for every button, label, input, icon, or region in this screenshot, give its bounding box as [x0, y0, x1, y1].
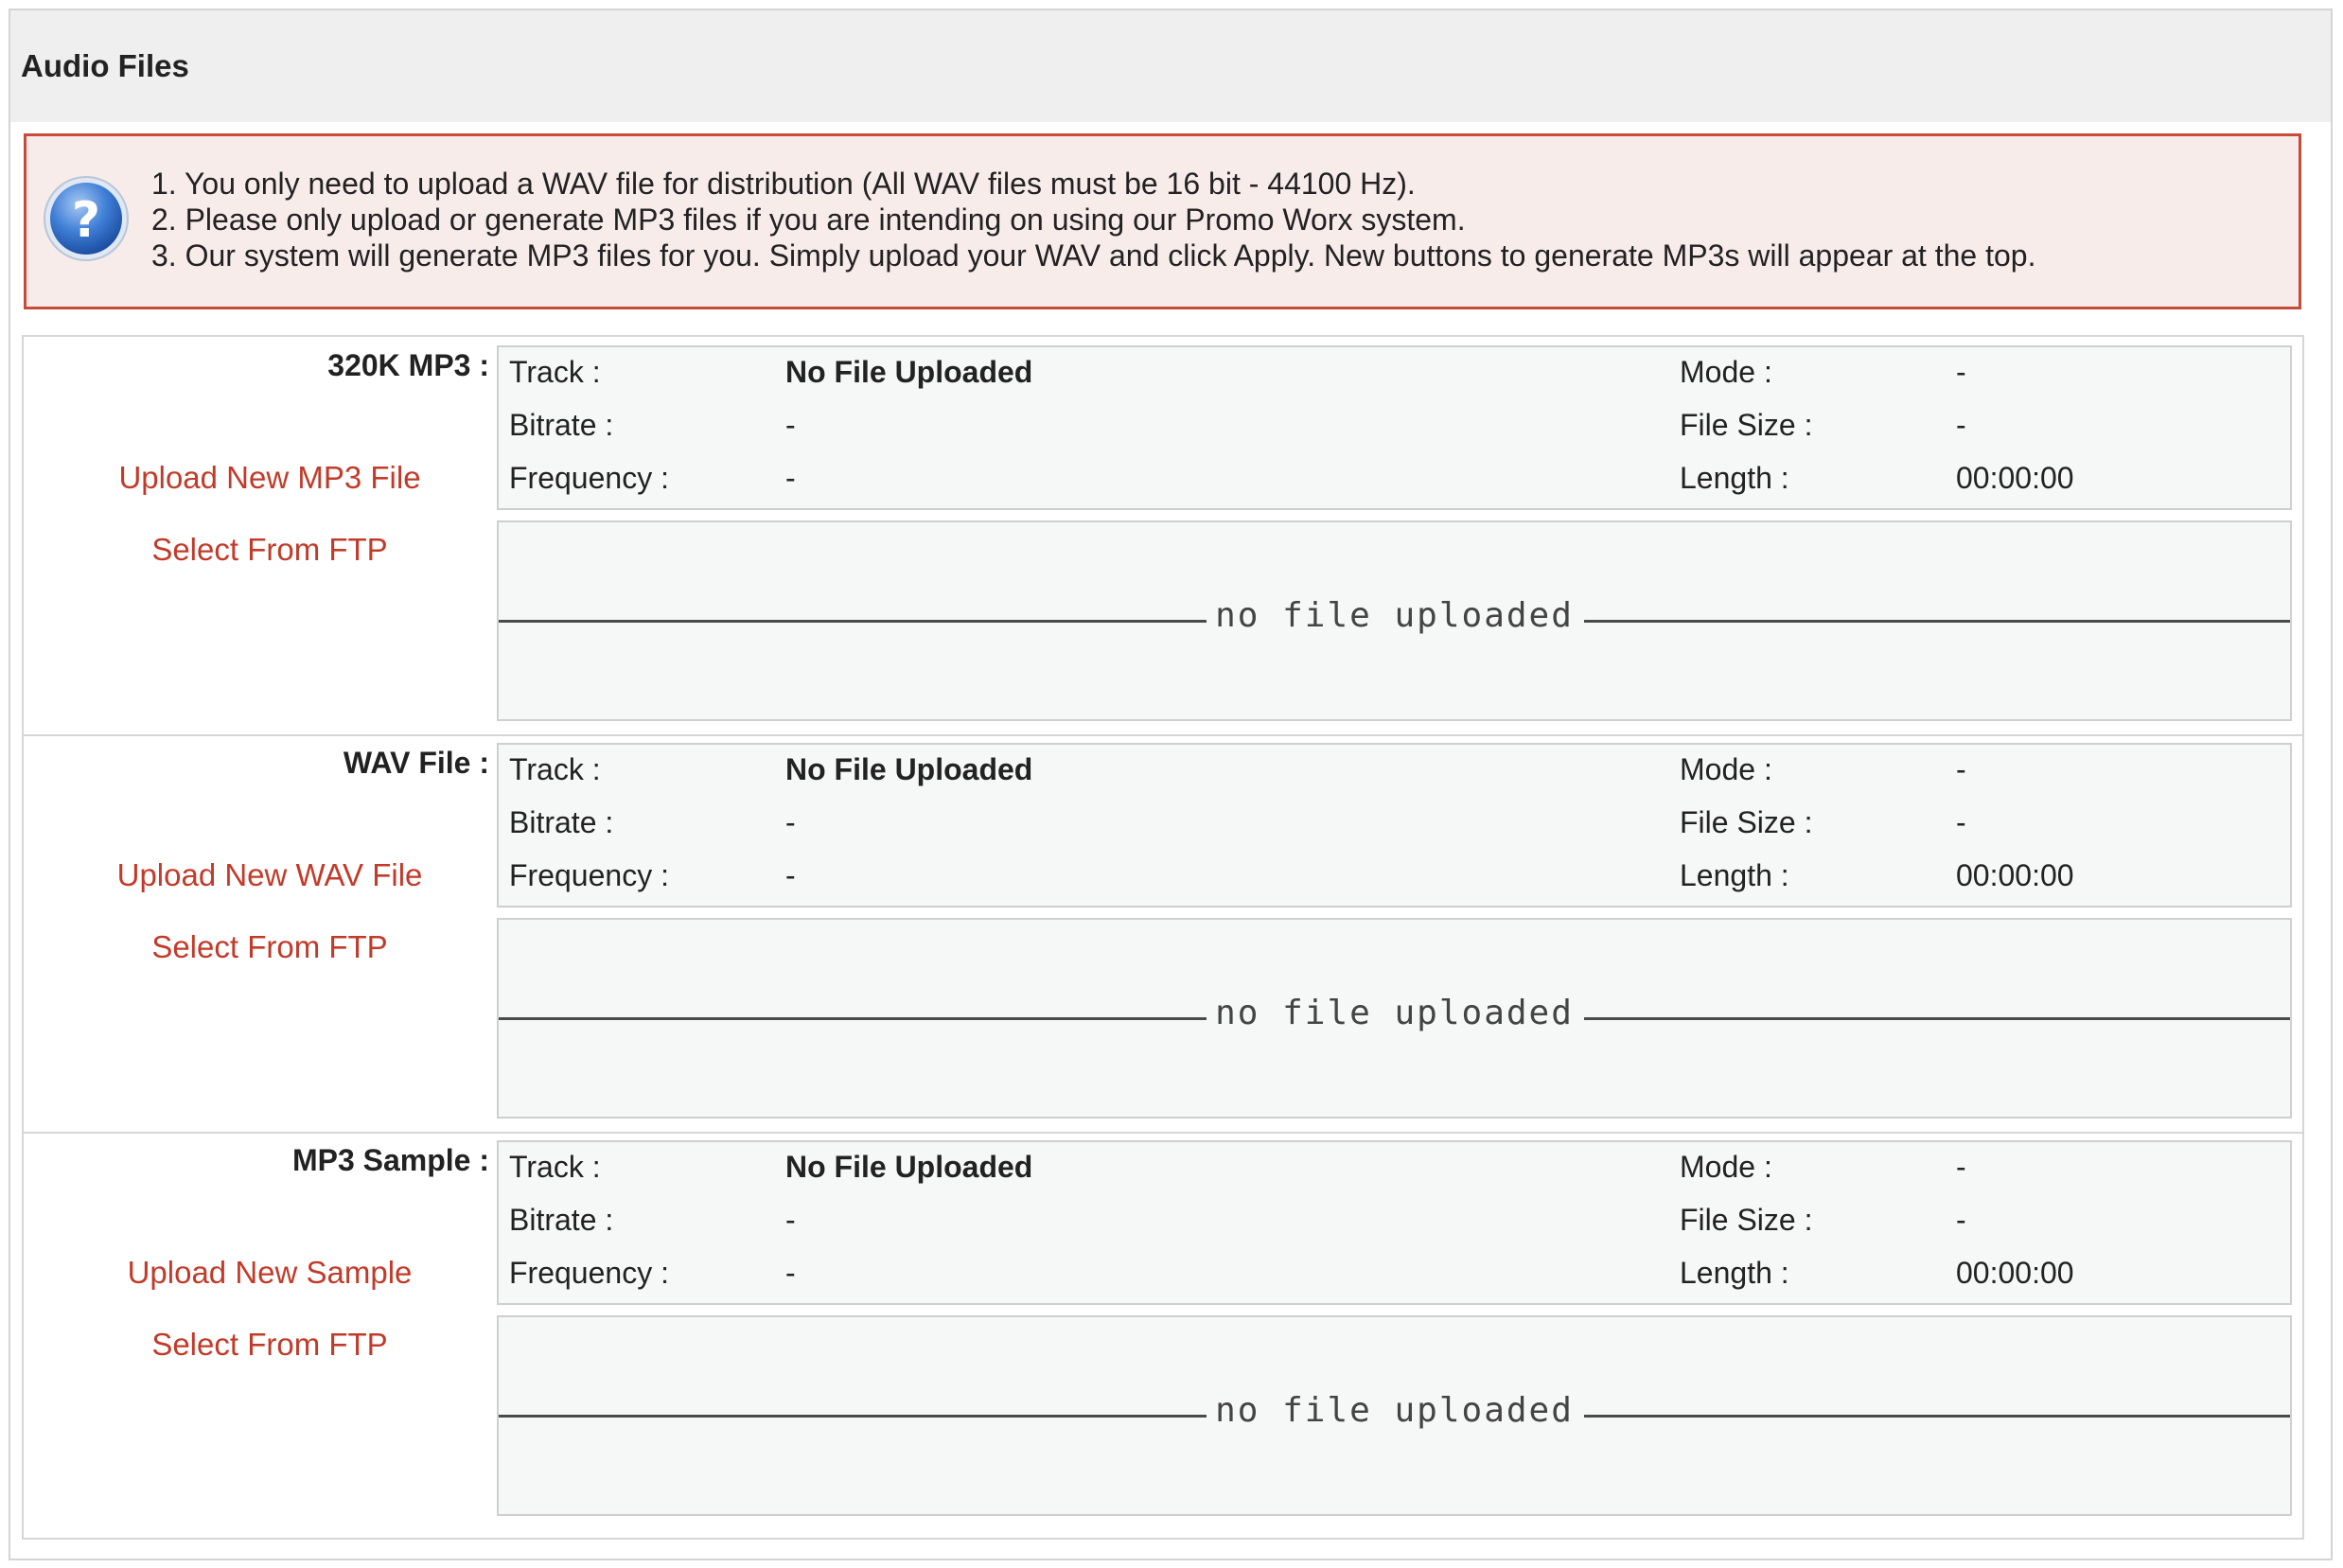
mode-label: Mode : [1680, 752, 1772, 786]
frequency-label: Frequency : [509, 858, 669, 892]
notice-list [151, 166, 2035, 273]
mode-value: - [1956, 1150, 1966, 1184]
section-320k-mp3 [24, 337, 2302, 734]
notice-line: 3. Our system will generate MP3 files for you. Simply upload your WAV and click Apply. New buttons to generate MP3s will appear at the top. [151, 238, 2036, 273]
waveform-placeholder [497, 918, 2292, 1119]
bitrate-label: Bitrate : [509, 408, 614, 442]
notice-line: 1. You only need to upload a WAV file for distribution (All WAV files must be 16 bit - 44100 Hz). [151, 167, 1416, 201]
bitrate-value: - [785, 408, 796, 442]
info-notice [24, 133, 2301, 309]
section-mp3-sample [24, 1132, 2302, 1529]
file-info-box [497, 743, 2292, 907]
track-label: Track : [509, 1150, 601, 1184]
frequency-value: - [785, 461, 796, 495]
frequency-value: - [785, 1256, 796, 1290]
waveform-text: no file uploaded [1215, 596, 1574, 635]
track-value: No File Uploaded [785, 1150, 1033, 1184]
notice-line: 2. Please only upload or generate MP3 files if you are intending on using our Promo Worx system. [151, 203, 1466, 237]
upload-sample-link[interactable]: Upload New Sample [127, 1255, 413, 1290]
waveform-line-right [1584, 620, 2290, 623]
question-icon [42, 174, 131, 263]
upload-mp3-link[interactable]: Upload New MP3 File [118, 460, 421, 495]
mode-label: Mode : [1680, 1150, 1772, 1184]
length-label: Length : [1680, 461, 1789, 495]
waveform-text: no file uploaded [1215, 994, 1574, 1032]
waveform-text: no file uploaded [1215, 1391, 1574, 1430]
file-size-value: - [1956, 1203, 1966, 1237]
svg-text:?: ? [71, 192, 101, 249]
length-label: Length : [1680, 858, 1789, 892]
file-size-value: - [1956, 408, 1966, 442]
track-value: No File Uploaded [785, 752, 1033, 786]
bitrate-label: Bitrate : [509, 805, 614, 839]
mode-value: - [1956, 752, 1966, 786]
select-from-ftp-link[interactable]: Select From FTP [151, 1327, 388, 1362]
length-value: 00:00:00 [1956, 1256, 2074, 1290]
track-value: No File Uploaded [785, 355, 1033, 389]
select-from-ftp-link[interactable]: Select From FTP [151, 532, 388, 567]
frequency-label: Frequency : [509, 1256, 669, 1290]
length-label: Length : [1680, 1256, 1789, 1290]
waveform-line-right [1584, 1017, 2290, 1020]
select-from-ftp-link[interactable]: Select From FTP [151, 929, 388, 964]
section-label: WAV File : [343, 746, 489, 780]
waveform-placeholder [497, 1315, 2292, 1516]
bitrate-label: Bitrate : [509, 1203, 614, 1237]
panel-title: Audio Files [21, 48, 189, 83]
frequency-label: Frequency : [509, 461, 669, 495]
track-label: Track : [509, 752, 601, 786]
waveform-placeholder [497, 520, 2292, 721]
audio-sections [22, 335, 2304, 1540]
section-label: MP3 Sample : [291, 1143, 489, 1177]
track-label: Track : [509, 355, 601, 389]
waveform-line-right [1584, 1415, 2290, 1418]
frequency-value: - [785, 858, 796, 892]
length-value: 00:00:00 [1956, 858, 2074, 892]
file-size-label: File Size : [1680, 1203, 1813, 1237]
file-size-label: File Size : [1680, 408, 1813, 442]
section-label: 320K MP3 : [327, 348, 489, 382]
file-info-box [497, 1140, 2292, 1305]
mode-value: - [1956, 355, 1966, 389]
bitrate-value: - [785, 1203, 796, 1237]
bitrate-value: - [785, 805, 796, 839]
file-size-label: File Size : [1680, 805, 1813, 839]
section-wav-file [24, 734, 2302, 1132]
length-value: 00:00:00 [1956, 461, 2074, 495]
mode-label: Mode : [1680, 355, 1772, 389]
upload-wav-link[interactable]: Upload New WAV File [116, 857, 423, 892]
panel-header [10, 10, 2331, 122]
file-size-value: - [1956, 805, 1966, 839]
file-info-box [497, 345, 2292, 510]
